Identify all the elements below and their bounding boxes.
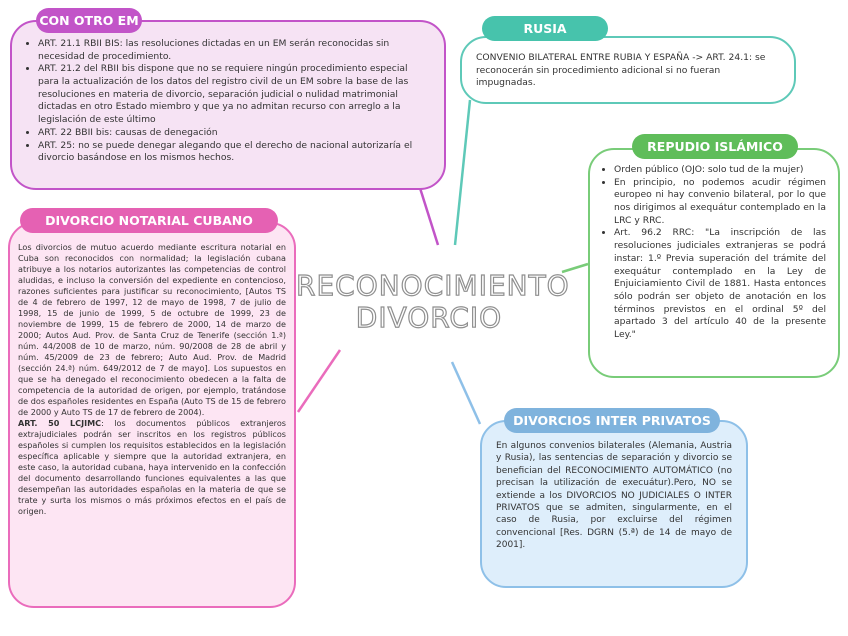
connector-cubano <box>298 350 340 412</box>
connector-inter <box>452 362 480 424</box>
repudio-list <box>602 164 826 342</box>
repudio-item: • En principio, no podemos acudir régimen europeo ni hay convenio bilateral, por lo que nos dirigimos al exequátur contemplado en la LRC y RRC. <box>614 177 826 228</box>
rusia-box <box>460 36 796 104</box>
cubano-paragraph-2 <box>18 418 286 517</box>
em-item: • ART. 21.2 del RBII bis dispone que no se requiere ningún procedimiento especial para la actualización de los datos del registro civil de un EM sobre la base de las resoluciones en materia de divorcio, separación judicial o nulidad matrimonial dictadas en otro Estado miembro y que ya no admitan recurso con arreglo a la legislación de este último <box>38 63 430 126</box>
cubano-box <box>8 222 296 608</box>
repudio-box <box>588 148 840 378</box>
rusia-title: RUSIA <box>482 16 608 41</box>
em-list <box>26 38 430 165</box>
cubano-art50-label: ART. 50 LCJIMC <box>18 418 102 428</box>
rusia-text: CONVENIO BILATERAL ENTRE RUBIA Y ESPAÑA -> ART. 24.1: se reconocerán sin procedimiento adicional si no fueran impugnadas. <box>476 52 766 89</box>
connector-em <box>420 188 438 245</box>
em-item: • ART. 21.1 RBII BIS: las resoluciones dictadas en un EM serán reconocidas sin necesidad de procedimiento. <box>38 38 430 63</box>
repudio-item: • Art. 96.2 RRC: "La inscripción de las resoluciones judiciales extranjeras se podrá instar: 1.º Previa superación del trámite del exequátur contemplado en la Ley de Enjuiciamiento Civil de 1881. Hasta entonces sólo podrán ser objeto de anotación en los términos previstos en el ordinal 5º del apartado 3 del artículo 40 de la presente Ley." <box>614 227 826 341</box>
em-item: • ART. 22 BBII bis: causas de denegación <box>38 127 430 140</box>
central-topic-line2: DIVORCIO <box>355 301 503 335</box>
em-title: CON OTRO EM <box>36 8 142 33</box>
inter-box <box>480 420 748 588</box>
cubano-paragraph-1: Los divorcios de mutuo acuerdo mediante escritura notarial en Cuba son reconocidos con normalidad; la legislación cubana atribuye a los notarios autorizantes las competencias de control aludidas, e incluso la conversión del expediente en contencioso, razones suficientes para justificar su reconocimiento, [Autos TS de 4 de febrero de 1997, 12 de mayo de 1998, 7 de julio de 1998, 15 de junio de 1999, 5 de octubre de 1999, 23 de noviembre de 1999, 15 de febrero de 2000, 14 de marzo de 2000; Autos Aud. Prov. de Santa Cruz de Tenerife (sección 1.ª) núm. 44/2008 de 10 de marzo, núm. 90/2008 de 28 de abril y núm. 45/2009 de 23 de febrero; Auto Aud. Prov. de Madrid (sección 24.ª) núm. 649/2012 de 7 de mayo]. Los supuestos en que se ha denegado el reconocimiento obedecen a la falta de competencia de la autoridad de origen, por ejemplo, tratándose de dos españoles residentes en España (Auto TS de 15 de febrero de 2000 y Auto TS de 17 de febrero de 2004). <box>18 242 286 417</box>
repudio-title: REPUDIO ISLÁMICO <box>632 134 798 159</box>
inter-title: DIVORCIOS INTER PRIVATOS <box>504 408 720 433</box>
inter-text: En algunos convenios bilaterales (Alemania, Austria y Rusia), las sentencias de separación y divorcio se benefician del RECONOCIMIENTO AUTOMÁTICO (no precisan la utilización de execuátur).Pero, NO se extiende a los DIVORCIOS NO JUDICIALES O INTER PRIVATOS que se admiten, singularmente, en el caso de Rusia, por excluirse del régimen convencional [Res. DGRN (5.ª) de 14 de mayo de 2001]. <box>496 441 732 551</box>
em-item: • ART. 25: no se puede denegar alegando que el derecho de nacional autorizaría el divorcio basándose en los mismos hechos. <box>38 140 430 165</box>
connector-rusia <box>455 100 470 245</box>
central-topic-line1: RECONOCIMIENTO <box>296 269 570 302</box>
cubano-title: DIVORCIO NOTARIAL CUBANO <box>20 208 278 233</box>
em-box <box>10 20 446 190</box>
central-topic <box>296 269 570 335</box>
repudio-item: • Orden público (OJO: solo tud de la mujer) <box>614 164 826 177</box>
cubano-art50-text: : los documentos públicos extranjeros extrajudiciales podrán ser inscritos en los registros públicos españoles si cumplen los requisitos establecidos en la legislación específica aplicable y siempre que la autoridad extranjera, en este caso, la autoridad cubana, haya intervenido en la confección del documento desarrollando funciones equivalentes a las que desempeñan las autoridades españolas en la materia de que se trate y surta los mismos o más próximos efectos en el país de origen. <box>18 418 287 516</box>
